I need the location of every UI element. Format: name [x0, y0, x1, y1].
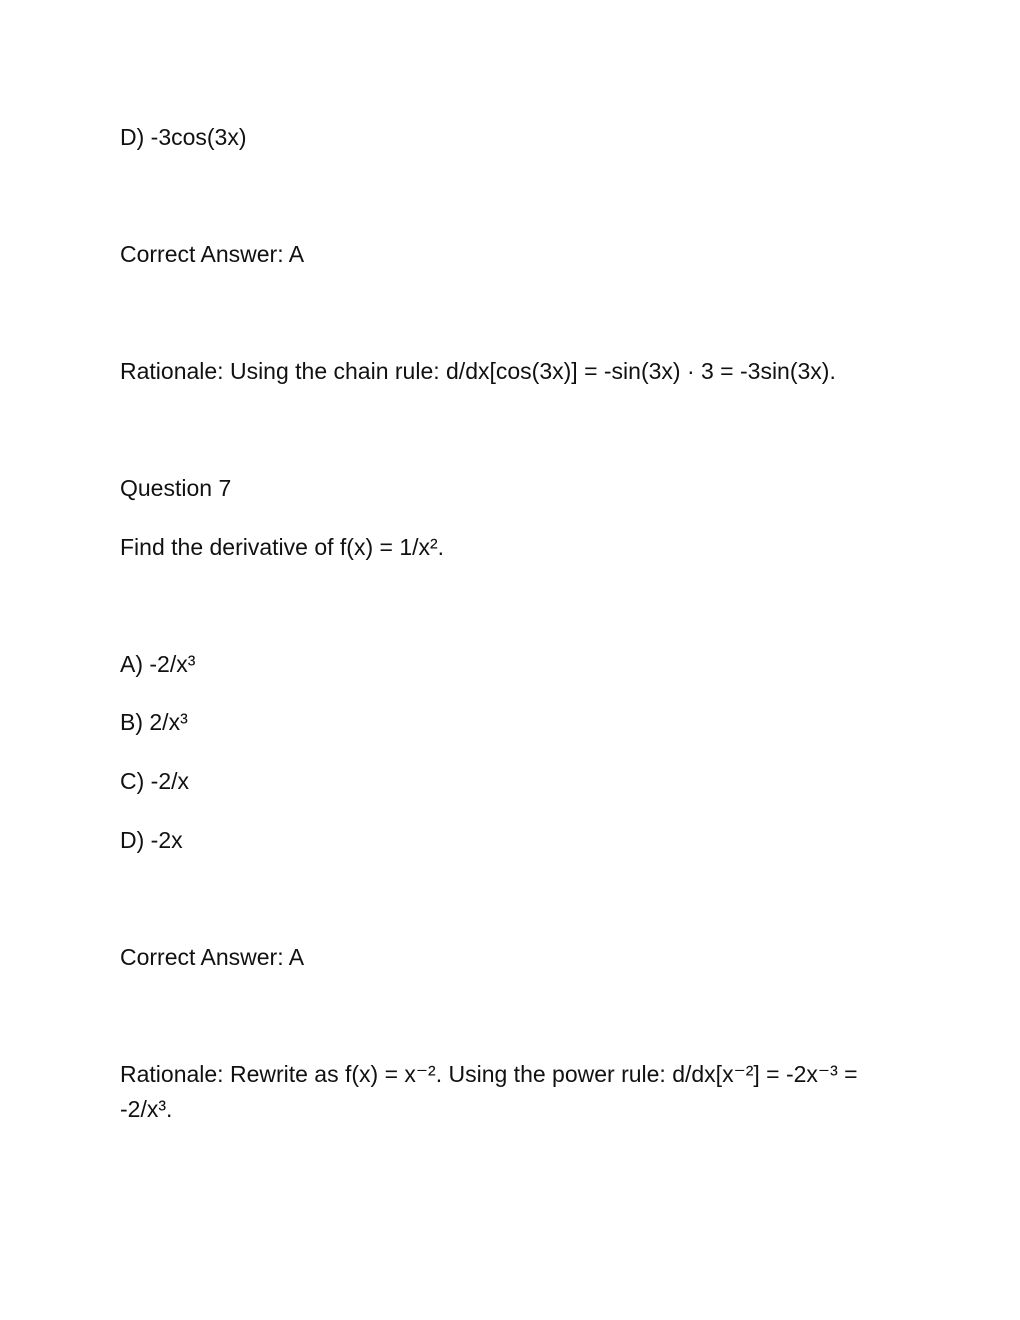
question-heading: Question 7: [120, 475, 232, 501]
option-d: D) -2x: [120, 827, 183, 853]
option-b: B) 2/x³: [120, 709, 188, 735]
prev-rationale: Rationale: Using the chain rule: d/dx[cos(3x)] = -sin(3x) · 3 = -3sin(3x).: [120, 358, 836, 384]
prev-correct-answer: Correct Answer: A: [120, 241, 305, 267]
option-c: C) -2/x: [120, 768, 189, 794]
correct-answer: Correct Answer: A: [120, 944, 305, 970]
prev-option-d: D) -3cos(3x): [120, 124, 247, 150]
option-a: A) -2/x³: [120, 651, 196, 677]
question-prompt: Find the derivative of f(x) = 1/x².: [120, 534, 445, 560]
rationale-line-2: -2/x³.: [120, 1096, 173, 1122]
rationale-line-1: Rationale: Rewrite as f(x) = x⁻². Using the power rule: d/dx[x⁻²] = -2x⁻³ =: [120, 1061, 858, 1087]
